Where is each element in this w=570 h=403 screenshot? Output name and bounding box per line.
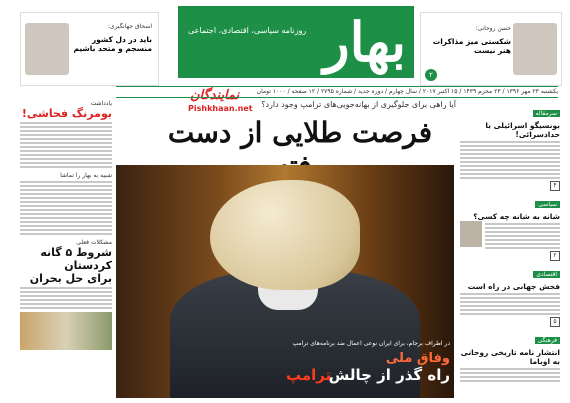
article-body — [460, 141, 560, 179]
page-number: ۴ — [550, 181, 560, 191]
article-body — [20, 181, 112, 235]
masthead-title: بهار — [323, 10, 406, 74]
top-right-box — [420, 12, 562, 86]
photo-subtext: در اطراف برجام، برای ایران نوعی اعمال ضد برنامه‌های ترامپ — [292, 340, 450, 347]
stamp-text: نمایندگان — [190, 88, 240, 103]
page-number: ۲ — [550, 251, 560, 261]
section-tab: اقتصادی — [533, 271, 560, 278]
article-body — [20, 122, 112, 168]
portrait-image — [513, 23, 557, 75]
main-headline: فرصت طلایی از دست — [167, 116, 433, 149]
right-headline-4: انتشار نامه تاریخی روحانی به اوباما — [460, 348, 560, 366]
article-body — [485, 221, 560, 251]
left-headline-1: بومرنگ فحاشی! — [21, 107, 112, 120]
section-tab: فرهنگی — [535, 337, 560, 344]
masthead-tagline: روزنامه سیاسی، اقتصادی، اجتماعی — [188, 26, 307, 35]
article-body — [460, 293, 560, 315]
article-body — [20, 287, 112, 309]
left-headline-2: شروط ۵ گانه کردستان — [40, 246, 112, 272]
section-tab: سیاسی — [535, 201, 560, 208]
right-column — [460, 100, 560, 396]
page-number: ۵ — [550, 317, 560, 327]
portrait-image — [460, 221, 482, 247]
top-left-box — [20, 12, 159, 86]
left-caption: شبیه به بهار را تماشا — [60, 172, 112, 179]
left-kicker-1: یادداشت — [90, 100, 112, 107]
article-body — [460, 368, 560, 382]
right-headline-2: شانه به شانه چه کسی؟ — [473, 212, 560, 221]
right-headline-1: بونسیگو اسرائیلی با حدادسرائی! — [485, 121, 560, 139]
stamp-url: Pishkhaan.net — [188, 104, 253, 113]
photo-kicker: وفاق ملی — [385, 351, 450, 366]
top-left-headline: باید در دل کشور منسجم و متحد باشیم — [73, 35, 152, 53]
right-headline-3: فحش جهانی در راه است — [467, 282, 560, 291]
dateline: یکشنبه ۲۳ مهر ۱۳۹۶ / ۲۳ محرم ۱۴۳۹ / ۱۵ اکتبر ۲۰۱۷ / سال چهارم / دوره جدید / شماره ۲۷۹۵ / ۱۲ صفحه / ۱۰۰۰ تومان — [116, 86, 558, 98]
photo-headline: راه گذر از چالش — [328, 366, 450, 384]
left-column — [20, 100, 112, 396]
masthead — [178, 6, 414, 78]
top-left-kicker: اسحاق جهانگیری: — [107, 23, 152, 30]
photo-figure-hair — [210, 180, 360, 290]
main-kicker: آیا راهی برای جلوگیری از بهانه‌جویی‌های ترامپ وجود دارد؟ — [261, 100, 456, 109]
photo-headline-red: ترامپ — [286, 366, 332, 384]
section-tab: سرمقاله — [533, 110, 560, 117]
left-kicker-2: مشکلات فعلی — [76, 239, 112, 246]
left-headline-2b: برای حل بحران — [29, 272, 112, 285]
top-right-headline: شکستی میز مذاکرات هنر نیست — [432, 37, 511, 55]
crowd-photo — [20, 312, 112, 350]
top-right-kicker: حسن روحانی: — [475, 25, 511, 32]
portrait-image — [25, 23, 69, 75]
page-badge: ۲ — [425, 69, 437, 81]
